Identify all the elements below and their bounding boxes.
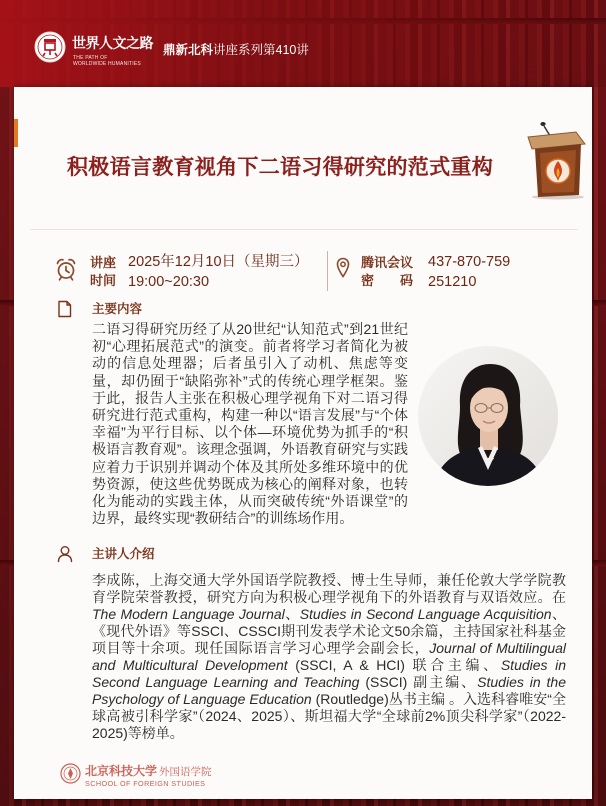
- lecture-date: 2025年12月10日（星期三）: [128, 254, 309, 270]
- university-name: 北京科技大学: [85, 764, 158, 778]
- bio-text: (SSCI) 副主编、: [359, 674, 478, 690]
- footer-school-name: [85, 762, 212, 780]
- info-divider: [327, 251, 328, 291]
- meeting-values: [428, 252, 510, 292]
- university-emblem-icon: [60, 763, 81, 784]
- abstract-heading: 主要内容: [92, 302, 143, 316]
- series-number: 讲座系列第410讲: [213, 43, 309, 57]
- brand-name: 世界人文之路: [72, 36, 153, 52]
- department-name: 外国语学院: [159, 766, 212, 778]
- poster-card: [14, 87, 592, 799]
- bio-text: (Routledge)丛书主编 。入选科睿唯安“全球高被引科学家”（2024、2025）、斯坦福大学“全球前2%顶尖科学家”（2022-2025)等榜单。: [92, 691, 567, 741]
- meeting-label: [361, 254, 413, 290]
- bio-text: 李成陈，上海交通大学外国语学院教授、博士生导师，兼任伦敦大学学院教育学院荣誉教授，研究方向为积极心理学视角下的外语教育与双语效应。在: [92, 572, 566, 605]
- department-english-name: SCHOOL OF FOREIGN STUDIES: [85, 779, 206, 788]
- bio-book-series-title: Studies in the Psychology of Language Education: [92, 674, 566, 707]
- meeting-password: 251210: [428, 274, 477, 290]
- bio-text: 、: [284, 606, 300, 622]
- bio-journal-title: The Modern Language Journal: [92, 606, 285, 622]
- series-name: 鼎新北科: [163, 43, 214, 57]
- lecture-title: 积极语言教育视角下二语习得研究的范式重构: [67, 156, 493, 179]
- bio-text: 、《现代外语》等SSCI、CSSCI期刊发表学术论文50余篇，主持国家社科基金项目等十余项。现任国际语言学习心理学会副会长，: [92, 606, 567, 656]
- meeting-id: 437-870-759: [428, 254, 511, 270]
- time-label-line: 时间: [90, 273, 117, 288]
- bio-journal-title: Studies in Second Language Acquisition: [299, 606, 552, 622]
- header-bar: [0, 0, 606, 87]
- alarm-clock-icon: [55, 257, 77, 281]
- lecture-time: 19:00~20:30: [128, 274, 210, 290]
- meeting-platform-label: 腾讯会议: [361, 255, 414, 270]
- humanities-logo: [34, 31, 66, 63]
- lecture-series: [163, 40, 309, 58]
- bio-journal-title: Journal of Multilingual and Multicultural Development: [92, 640, 566, 673]
- time-values: [128, 252, 309, 292]
- abstract-text: 二语习得研究历经了从20世纪“认知范式”到21世纪初“心理拓展范式”的演变。前者将学习者简化为被动的信息处理器；后者虽引入了动机、焦虑等变量，却仍囿于“缺陷弥补”式的传统心理学框架。鉴于此，报告人主张在积极心理学视角下对二语习得研究进行范式重构，构建一种以“语言发展”与“个体幸福”为平行目标、以个体—环境优势为抓手的“积极语言教育观”。该理念强调，外语教育研究与实践应着力于识别并调动个体及其所处多维环境中的优势资源，使这些优势既成为核心的阐释对象，也转化为能动的实践主体，从而突破传统“外语课堂”的边界，最终实现“教研结合”的训练场作用。: [92, 321, 408, 527]
- brand-english-line: WORLDWIDE HUMANITIES: [73, 61, 141, 67]
- person-icon: [57, 545, 73, 563]
- location-pin-icon: [336, 257, 350, 279]
- brand-english-line: THE PATH OF: [73, 55, 108, 61]
- speaker-bio: [92, 572, 566, 742]
- time-label: [90, 254, 116, 290]
- bio-journal-title: Studies in Second Language Learning and Teaching: [92, 657, 566, 690]
- podium-illustration: [522, 115, 592, 200]
- title-divider: [30, 229, 578, 230]
- speaker-photo: [418, 346, 558, 486]
- speaker-heading: 主讲人介绍: [92, 547, 155, 561]
- meeting-password-label: 密码: [361, 273, 413, 288]
- brand-english: [73, 55, 141, 67]
- accent-bar: [14, 119, 18, 147]
- bio-text: (SSCI, A & HCI) 联合主编、: [287, 657, 501, 673]
- time-label-line: 讲座: [90, 255, 117, 270]
- document-icon: [57, 300, 73, 318]
- footer-school-logo: [58, 762, 258, 792]
